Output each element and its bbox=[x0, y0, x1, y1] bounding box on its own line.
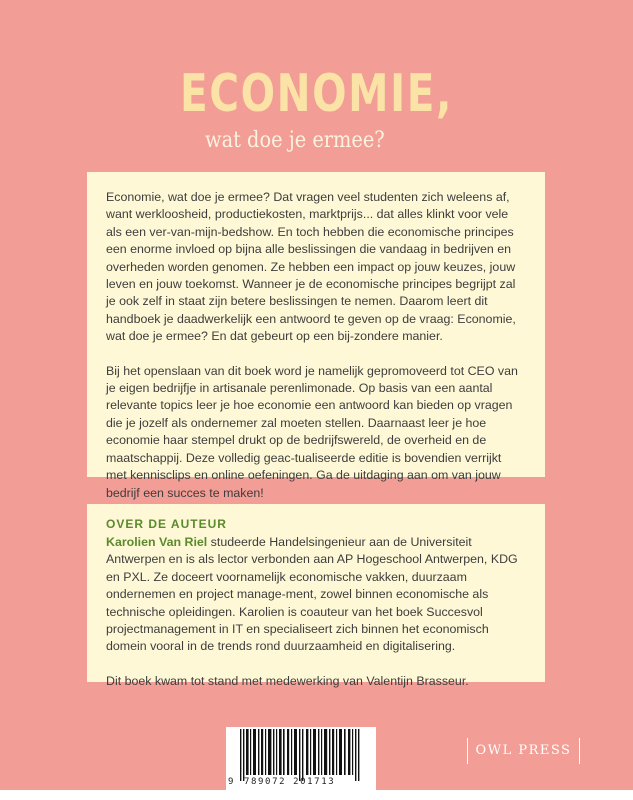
isbn-first-digit: 9 bbox=[228, 777, 234, 787]
description-paragraph-2: Bij het openslaan van dit boek word je namelijk gepromoveerd tot CEO van je eigen bedrijfje in artisanale perenlimonade. Op basis van een aantal relevante topics leer je hoe economie een antwoord kan bieden op vragen die je jozelf als ondernemer zal moeten stellen. Daarnaast leer je hoe economie haar stempel drukt op de bedrijfswereld, de overheid en de maatschappij. Deze volledig geac-tualiseerde editie is bovendien verrijkt met kennisclips en online oefeningen. Ga de uitdaging aan om van jouw bedrijf een succes te maken! bbox=[106, 363, 518, 500]
author-name: Karolien Van Riel bbox=[106, 535, 208, 549]
author-bio-paragraph bbox=[106, 534, 525, 656]
isbn-digits: 789072 201713 bbox=[244, 777, 336, 787]
description-paragraph-1: Economie, wat doe je ermee? Dat vragen veel studenten zich weleens af, want werkloosheid, productiekosten, marktprijs... dat alles klinkt voor vele als een ver-van-mijn-bedshow. En toch hebben die economische principes een enorme invloed op bijna alle beslissingen die vandaag in bedrijven en overheden worden genomen. Ze hebben een impact op jouw keuzes, jouw leven en jouw toekomst. Wanneer je de economische principes begrijpt zal je ook zelf in staat zijn betere beslissingen te nemen. Daarom leert dit handboek je daadwerkelijk een antwoord te geven op de vraag: Economie, wat doe je ermee? En dat gebeurt op een bij-zondere manier. bbox=[106, 190, 516, 344]
author-panel bbox=[87, 504, 545, 688]
book-title: ECONOMIE, bbox=[180, 64, 453, 124]
book-subtitle: wat doe je ermee? bbox=[205, 128, 385, 153]
author-bio: studeerde Handelsingenieur aan de Universiteit Antwerpen en is als lector verbonden aan AP Hogeschool Antwerpen, KDG en PXL. Ze doceert voornamelijk economische vakken, duurzaam ondernemen en project manage-ment, zowel binnen economische als technische opleidingen. Karolien is coauteur van het boek Succesvol projectmanagement in IT en specialiseert zich binnen het economisch domein vooral in de trends rond duurzaamheid en digitalisering. bbox=[106, 535, 518, 654]
publisher-logo: OWL PRESS bbox=[467, 738, 580, 764]
author-heading: OVER DE AUTEUR bbox=[106, 517, 227, 531]
author-note: Dit boek kwam tot stand met medewerking van Valentijn Brasseur. bbox=[106, 673, 469, 688]
description-panel bbox=[87, 172, 545, 500]
barcode-bars bbox=[240, 729, 362, 781]
barcode bbox=[226, 727, 376, 795]
